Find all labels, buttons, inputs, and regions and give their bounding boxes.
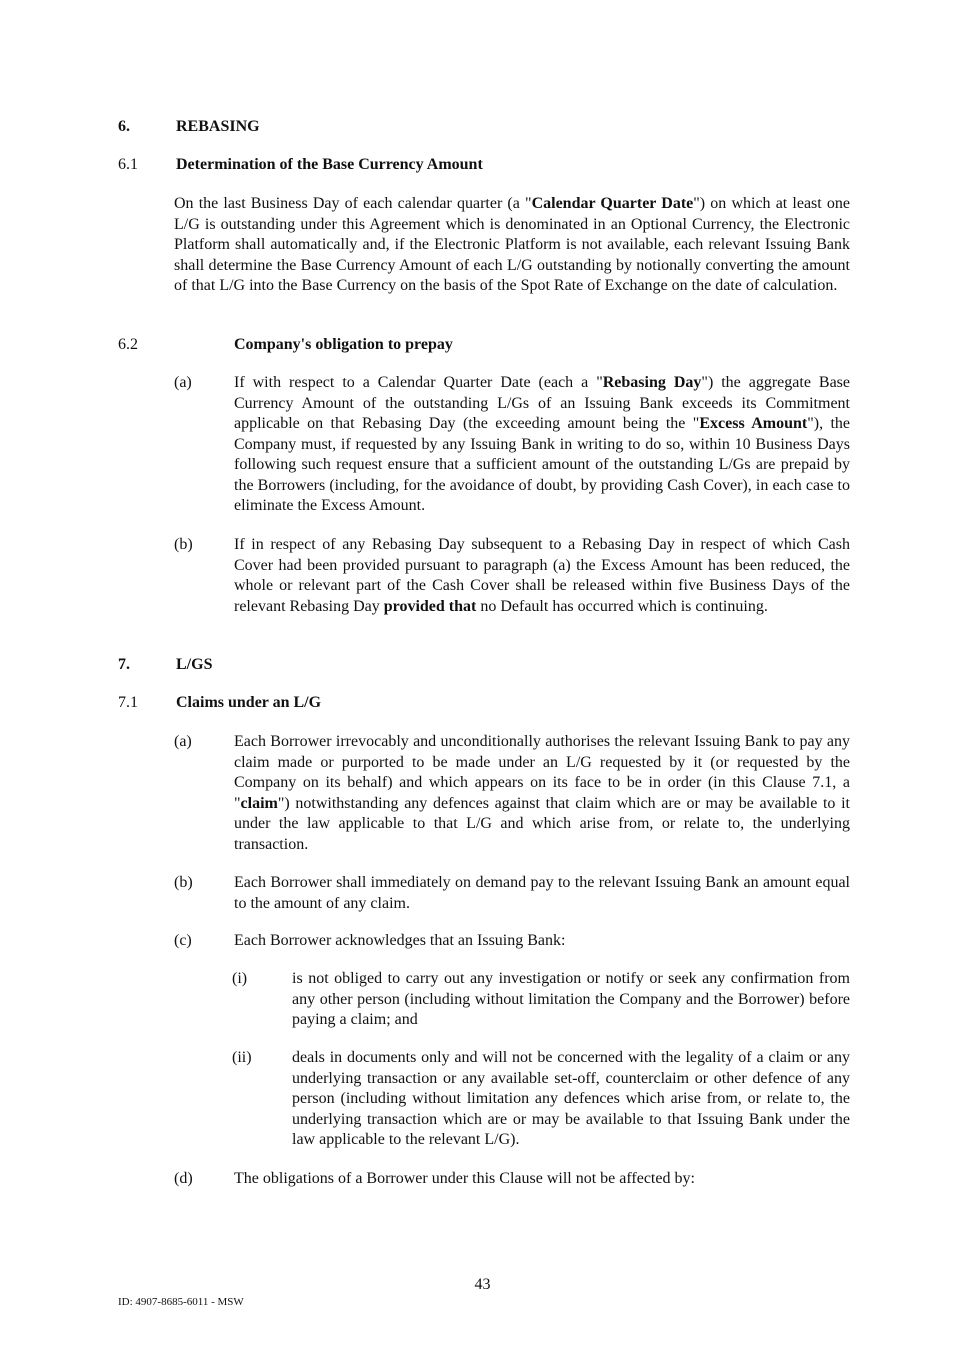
text-run: no Default has occurred which is continuing.: [476, 597, 768, 615]
text-run: If in respect of any Rebasing Day subsequent to a Rebasing Day in respect of which Cash Cover had been provided pursuant to paragraph (a) the Excess Amount has been reduced, the whole or relevant part of the Cash Cover shall be released within five Business Days of the relevant Rebasing Day: [234, 536, 850, 615]
clause-7-1-c-label: (c): [174, 932, 192, 949]
clause-6-2-number: 6.2: [118, 336, 138, 353]
text-run: ") on which at least one L/G is outstanding under this Agreement which is denominated in an Optional Currency, the Electronic Platform shall automatically and, if the Electronic Platform is not available, each relevant Issuing Bank shall determine the Base Currency Amount of each L/G outstanding by notionally converting the amount of that L/G into the Base Currency on the basis of the Spot Rate of Exchange on the date of calculation.: [174, 195, 850, 294]
clause-6-1-number: 6.1: [118, 156, 138, 173]
clause-7-1-c-body: Each Borrower acknowledges that an Issuing Bank:: [234, 932, 566, 949]
clause-6-2-a-body: [234, 373, 850, 517]
clause-6-1-title: Determination of the Base Currency Amount: [176, 156, 483, 173]
section-6-number: 6.: [118, 118, 130, 135]
clause-7-1-c-ii-body: deals in documents only and will not be concerned with the legality of a claim or any underlying transaction or any available set-off, counterclaim or other defence of any person (including without limitation any defences which arise from, or relate to, the underlying transaction which are or may be available to that Issuing Bank under the law applicable to the relevant L/G).: [292, 1049, 850, 1148]
clause-7-1-title: Claims under an L/G: [176, 694, 322, 711]
defined-term-calendar-quarter-date: Calendar Quarter Date: [531, 195, 694, 212]
clause-7-1-b-label: (b): [174, 874, 193, 891]
clause-7-1-d-label: (d): [174, 1170, 193, 1187]
clause-6-2-b-body: [234, 535, 850, 617]
clause-7-1-c-ii-label: (ii): [232, 1049, 252, 1066]
section-6-title: REBASING: [176, 118, 260, 135]
defined-term-rebasing-day: Rebasing Day: [602, 374, 702, 391]
provided-that-text: provided that: [383, 597, 477, 615]
section-7-number: 7.: [118, 656, 130, 673]
text-run: "), the Company must, if requested by any Issuing Bank in writing to do so, within 10 Business Days following such request ensure that a sufficient amount of the outstanding L/Gs are prepaid by the Borrowers (including, for the avoidance of doubt, by providing Cash Cover), in each case to eliminate the Excess Amount.: [234, 415, 851, 514]
clause-6-2-a-label: (a): [174, 374, 192, 391]
clause-7-1-a-body: [234, 732, 850, 855]
text-run: ") notwithstanding any defences against that claim which are or may be available to it under the law applicable to that L/G and which arise from, or relate to, the underlying transaction.: [234, 794, 850, 853]
clause-6-1-body: [174, 194, 850, 297]
document-id: ID: 4907-8685-6011 - MSW: [118, 1296, 244, 1308]
clause-7-1-d-body: The obligations of a Borrower under this Clause will not be affected by:: [234, 1170, 695, 1187]
clause-7-1-c-i-label: (i): [232, 970, 248, 987]
text-run: On the last Business Day of each calendar quarter (a ": [174, 195, 532, 212]
clause-7-1-b-body: Each Borrower shall immediately on demand pay to the relevant Issuing Bank an amount equal to the amount of any claim.: [234, 874, 850, 912]
text-run: Each Borrower irrevocably and unconditionally authorises the relevant Issuing Bank to pay any claim made or purported to be made under an L/G requested by it (or requested by the Company on its behalf) and which appears on its face to be in order (in this Clause 7.1, a ": [234, 733, 850, 812]
clause-7-1-a-label: (a): [174, 733, 192, 750]
clause-6-2-b-label: (b): [174, 536, 193, 553]
defined-term-excess-amount: Excess Amount: [699, 415, 808, 432]
text-run: ") the aggregate Base Currency Amount of the outstanding L/Gs of an Issuing Bank exceeds its Commitment applicable on that Rebasing Day (the exceeding amount being the ": [234, 374, 851, 432]
defined-term-claim: claim: [240, 794, 278, 812]
clause-6-2-title: Company's obligation to prepay: [234, 336, 453, 353]
section-7-title: L/GS: [176, 656, 213, 673]
page-number: 43: [474, 1276, 491, 1293]
text-run: If with respect to a Calendar Quarter Date (each a ": [234, 374, 603, 391]
clause-7-1-number: 7.1: [118, 694, 138, 711]
clause-7-1-c-i-body: is not obliged to carry out any investigation or notify or seek any confirmation from any other person (including without limitation the Company and the Borrower) before paying a claim; and: [292, 970, 850, 1028]
